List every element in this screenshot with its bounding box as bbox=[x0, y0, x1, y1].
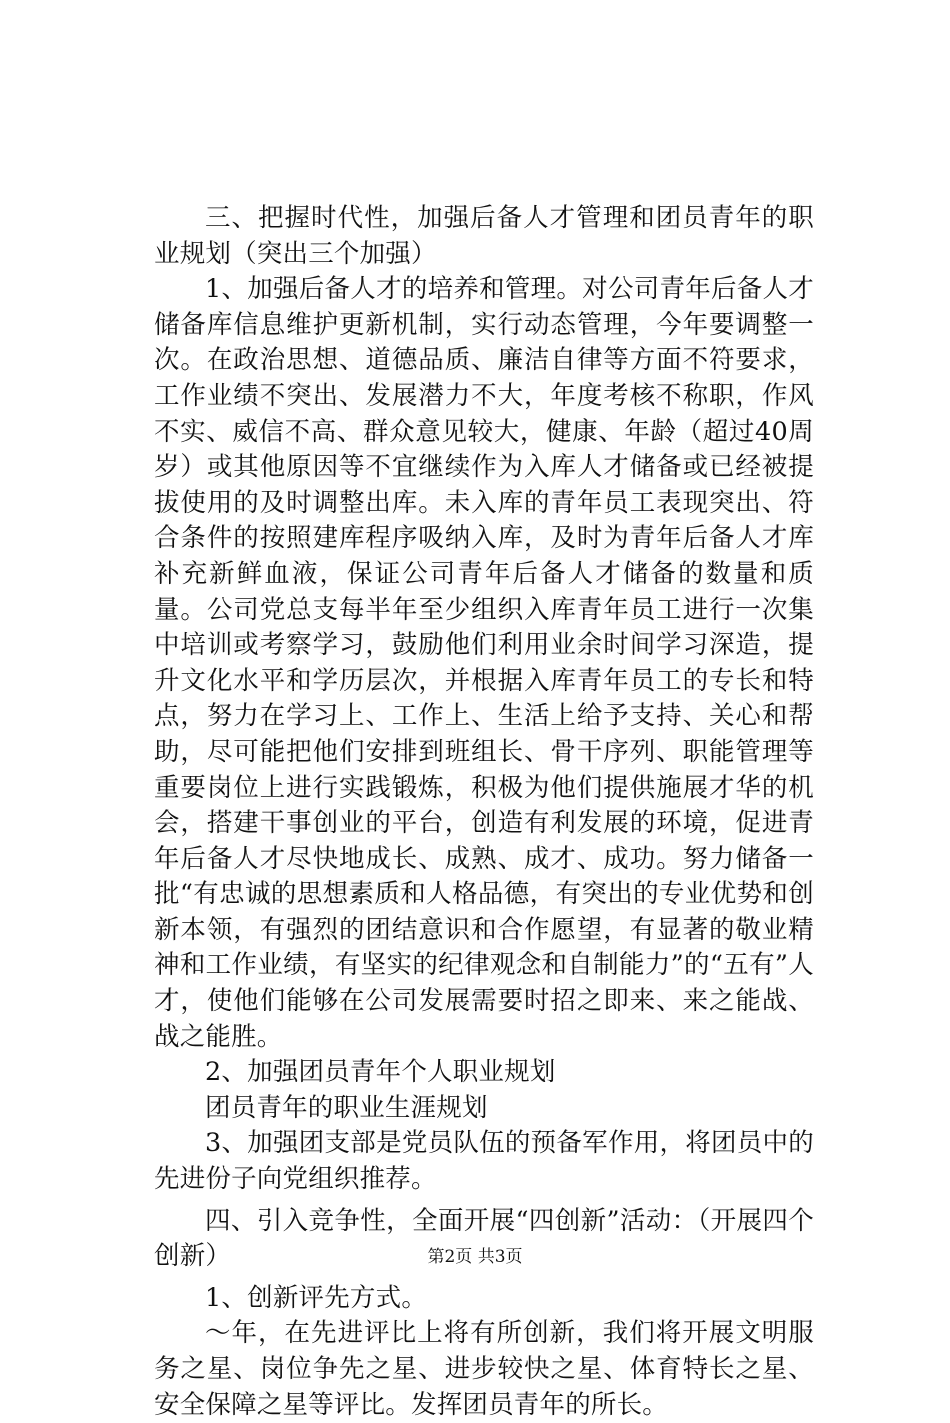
page-footer: 第2页 共3页 bbox=[427, 1247, 523, 1267]
document-body bbox=[154, 201, 814, 1423]
section-heading-three: 三、把握时代性，加强后备人才管理和团员青年的职业规划（突出三个加强） bbox=[154, 203, 814, 269]
paragraph-party-reserve: 3、加强团支部是党员队伍的预备军作用，将团员中的先进份子向党组织推荐。 bbox=[154, 1128, 814, 1195]
paragraph-star-evaluation: ～年，在先进评比上将有所创新，我们将开展文明服务之星、岗位争先之星、进步较快之星、体育特长之星、安全保障之星等评比。发挥团员青年的所长。 bbox=[154, 1318, 814, 1420]
paragraph-innovation-method: 1、创新评先方式。 bbox=[205, 1282, 428, 1313]
section-heading-four: 四、引入竞争性，全面开展“四创新”活动：（开展四个创新） bbox=[154, 1205, 814, 1272]
paragraph-career-path: 团员青年的职业生涯规划 bbox=[205, 1092, 488, 1123]
paragraph-career-planning: 2、加强团员青年个人职业规划 bbox=[205, 1057, 556, 1088]
paragraph-talent-management: 1、加强后备人才的培养和管理。对公司青年后备人才储备库信息维护更新机制，实行动态管理，今年要调整一次。在政治思想、道德品质、廉洁自律等方面不符要求，工作业绩不突出、发展潜力不大，年度考核不称职，作风不实、威信不高、群众意见较大，健康、年龄（超过40周岁）或其他原因等不宜继续作为入库人才储备或已经被提拔使用的及时调整出库。未入库的青年员工表现突出、符合条件的按照建库程序吸纳入库，及时为青年后备人才库补充新鲜血液，保证公司青年后备人才储备的数量和质量。公司党总支每半年至少组织入库青年员工进行一次集中培训或考察学习，鼓励他们利用业余时间学习深造，提升文化水平和学历层次，并根据入库青年员工的专长和特点，努力在学习上、工作上、生活上给予支持、关心和帮助，尽可能把他们安排到班组长、骨干序列、职能管理等重要岗位上进行实践锻炼，积极为他们提供施展才华的机会，搭建干事创业的平台，创造有利发展的环境，促进青年后备人才尽快地成长、成熟、成才、成功。努力储备一批“有忠诚的思想素质和人格品德，有突出的专业优势和创新本领，有强烈的团结意识和合作愿望，有显著的敬业精神和工作业绩，有坚实的纪律观念和自制能力”的“五有”人才，使他们能够在公司发展需要时招之即来、来之能战、战之能胜。 bbox=[154, 274, 814, 1052]
